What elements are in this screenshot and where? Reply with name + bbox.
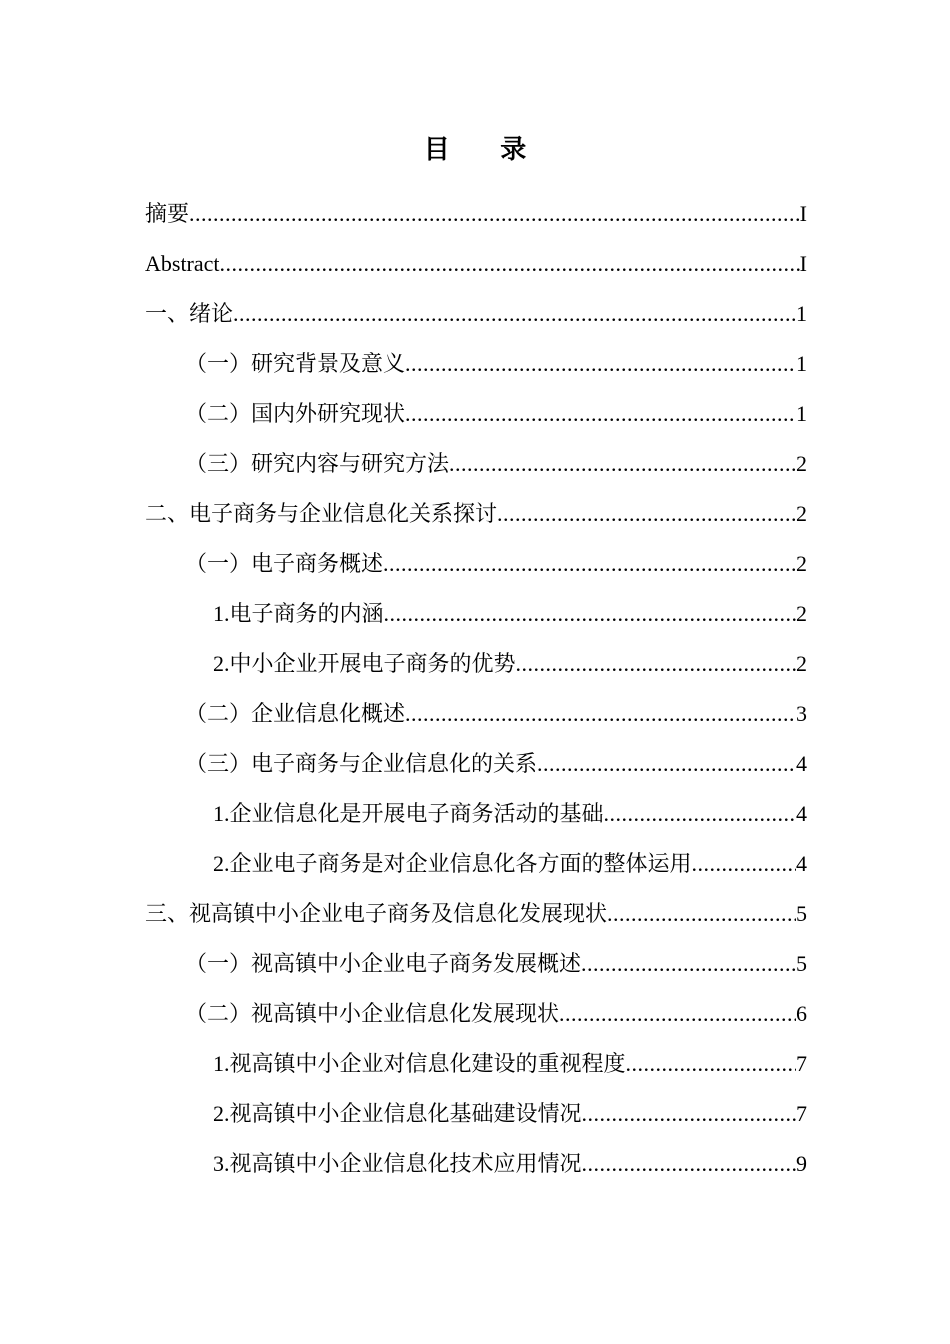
toc-entry-page: 2	[796, 551, 807, 576]
toc-entry-text: （三）电子商务与企业信息化的关系	[185, 751, 538, 776]
toc-entry[interactable]	[145, 246, 807, 296]
toc-entry[interactable]	[145, 846, 807, 896]
toc-leader-dots	[582, 1146, 796, 1182]
toc-entry[interactable]	[145, 396, 807, 446]
toc-entry-page: I	[799, 251, 807, 276]
toc-leader-dots	[189, 196, 800, 232]
toc-entry-text: （一）电子商务概述	[185, 551, 384, 576]
toc-leader-dots	[384, 596, 796, 632]
toc-leader-dots	[449, 446, 796, 482]
toc-leader-dots	[607, 896, 796, 932]
toc-entry[interactable]	[145, 1046, 807, 1096]
toc-entry-text: 1.电子商务的内涵	[213, 601, 384, 626]
toc-entry-page: 4	[796, 751, 807, 776]
toc-entry-text: （三）研究内容与研究方法	[185, 451, 450, 476]
toc-entry-page: 9	[796, 1151, 807, 1176]
toc-entry[interactable]	[145, 796, 807, 846]
toc-entry[interactable]	[145, 946, 807, 996]
toc-leader-dots	[220, 246, 800, 282]
toc-entry-page: 7	[796, 1051, 807, 1076]
toc-entry-text: 2.企业电子商务是对企业信息化各方面的整体运用	[213, 851, 692, 876]
toc-entry-page: 3	[796, 701, 807, 726]
toc-leader-dots	[405, 346, 796, 382]
toc-entry[interactable]	[145, 996, 807, 1046]
toc-entry-page: 2	[796, 451, 807, 476]
toc-entry[interactable]	[145, 746, 807, 796]
toc-entry[interactable]	[145, 496, 807, 546]
toc-entry-page: 5	[796, 901, 807, 926]
toc-entry[interactable]	[145, 896, 807, 946]
toc-leader-dots	[537, 746, 796, 782]
toc-list	[145, 196, 807, 1196]
toc-leader-dots	[581, 946, 796, 982]
toc-entry-text: 1.视高镇中小企业对信息化建设的重视程度	[213, 1051, 626, 1076]
toc-leader-dots	[626, 1046, 796, 1082]
toc-entry-page: 7	[796, 1101, 807, 1126]
toc-entry[interactable]	[145, 346, 807, 396]
toc-entry-page: 1	[796, 301, 807, 326]
toc-leader-dots	[405, 396, 796, 432]
toc-entry-page: I	[799, 201, 807, 226]
toc-leader-dots	[516, 646, 796, 682]
toc-entry-text: （一）视高镇中小企业电子商务发展概述	[185, 951, 582, 976]
toc-entry-text: 3.视高镇中小企业信息化技术应用情况	[213, 1151, 582, 1176]
toc-entry[interactable]	[145, 1096, 807, 1146]
toc-title: 目 录	[423, 135, 549, 164]
toc-entry[interactable]	[145, 1146, 807, 1196]
toc-entry-text: 二、电子商务与企业信息化关系探讨	[145, 501, 498, 526]
toc-entry-page: 2	[796, 501, 807, 526]
toc-entry[interactable]	[145, 196, 807, 246]
toc-entry-text: 一、绪论	[145, 301, 234, 326]
toc-entry[interactable]	[145, 546, 807, 596]
toc-entry[interactable]	[145, 696, 807, 746]
toc-entry[interactable]	[145, 596, 807, 646]
toc-leader-dots	[692, 846, 796, 882]
toc-entry-text: 2.视高镇中小企业信息化基础建设情况	[213, 1101, 582, 1126]
toc-entry-text: 三、视高镇中小企业电子商务及信息化发展现状	[145, 901, 608, 926]
toc-leader-dots	[383, 546, 796, 582]
toc-entry-page: 2	[796, 601, 807, 626]
toc-entry-page: 6	[796, 1001, 807, 1026]
toc-entry-text: 摘要	[145, 201, 190, 226]
toc-entry-page: 2	[796, 651, 807, 676]
toc-entry[interactable]	[145, 646, 807, 696]
toc-leader-dots	[405, 696, 796, 732]
toc-leader-dots	[233, 296, 796, 332]
toc-entry-text: （二）企业信息化概述	[185, 701, 406, 726]
toc-entry-text: Abstract	[145, 251, 220, 276]
toc-leader-dots	[582, 1096, 796, 1132]
toc-entry-page: 5	[796, 951, 807, 976]
toc-entry-page: 1	[796, 351, 807, 376]
toc-entry-text: 1.企业信息化是开展电子商务活动的基础	[213, 801, 604, 826]
toc-entry-text: （二）视高镇中小企业信息化发展现状	[185, 1001, 560, 1026]
toc-entry-text: （二）国内外研究现状	[185, 401, 406, 426]
toc-entry-text: （一）研究背景及意义	[185, 351, 406, 376]
toc-entry-page: 1	[796, 401, 807, 426]
toc-entry-page: 4	[796, 801, 807, 826]
toc-entry-text: 2.中小企业开展电子商务的优势	[213, 651, 516, 676]
toc-entry-page: 4	[796, 851, 807, 876]
toc-leader-dots	[497, 496, 796, 532]
toc-leader-dots	[559, 996, 796, 1032]
toc-leader-dots	[604, 796, 796, 832]
toc-entry[interactable]	[145, 296, 807, 346]
toc-entry[interactable]	[145, 446, 807, 496]
